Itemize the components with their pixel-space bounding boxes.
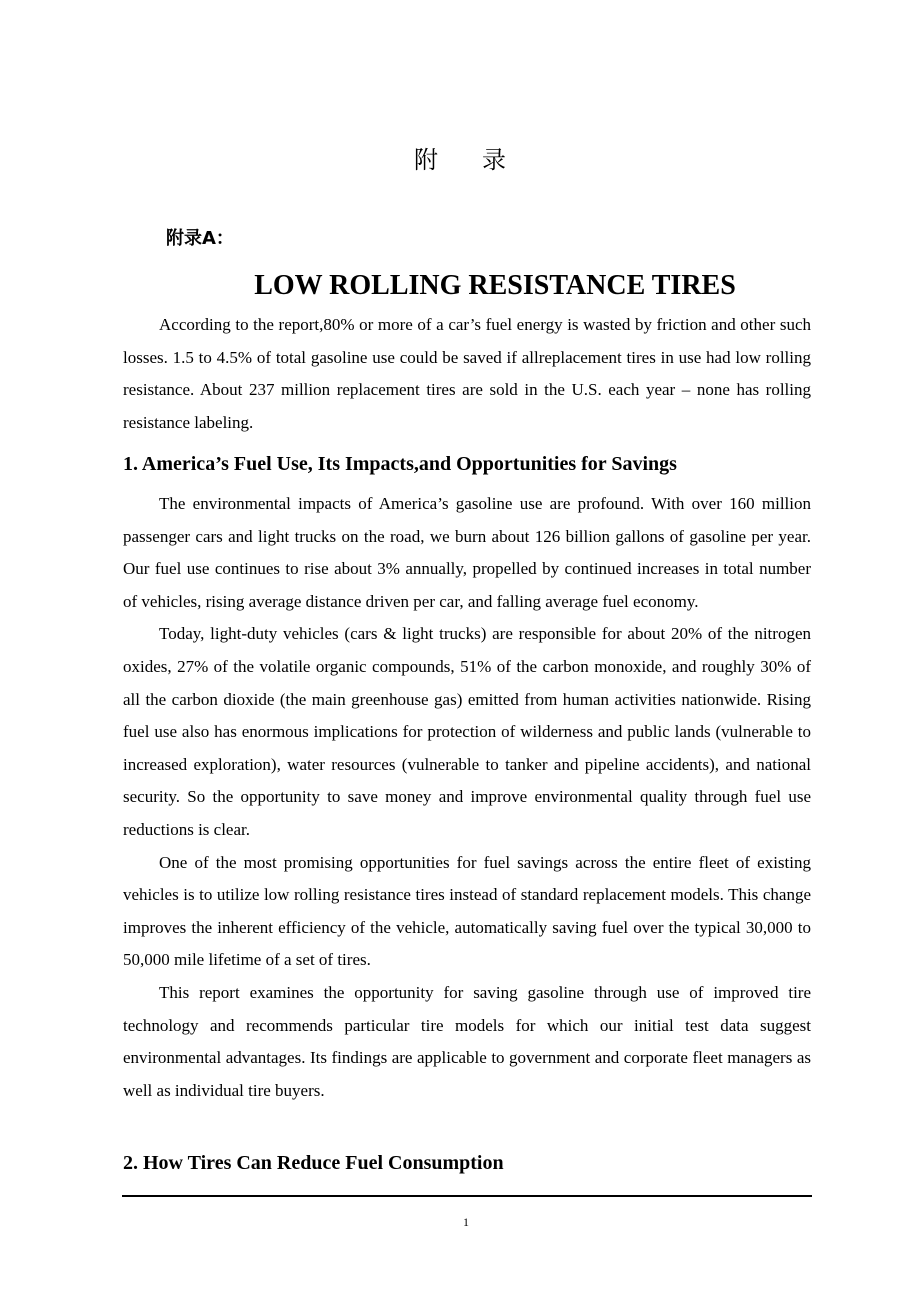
paragraph: The environmental impacts of America’s gasoline use are profound. With over 160 million passenger cars and light trucks on the road, we burn about 126 billion gallons of gasoline per year. Our fuel use continues to rise about 3% annually, propelled by continued increases in total number of vehicles, rising average distance driven per car, and falling average fuel economy. xyxy=(123,494,811,611)
section-heading: 2. How Tires Can Reduce Fuel Consumption xyxy=(123,1152,504,1174)
paragraph: This report examines the opportunity for saving gasoline through use of improved tire technology and recommends particular tire models for which our initial test data suggest environmental advantages. Its findings are applicable to government and corporate fleet managers as well as individual tire buyers. xyxy=(123,982,811,1100)
document-title: LOW ROLLING RESISTANCE TIRES xyxy=(254,270,736,301)
paragraph: One of the most promising opportunities for fuel savings across the entire fleet of existing vehicles is to utilize low rolling resistance tires instead of standard replacement models. This change improves the inherent efficiency of the vehicle, automatically saving fuel over the typical 30,000 to 50,000 mile lifetime of a set of tires. xyxy=(123,852,811,970)
section-1-body xyxy=(123,488,811,1107)
intro-text xyxy=(123,309,811,439)
page-number: 1 xyxy=(463,1215,469,1229)
paragraph: According to the report,80% or more of a car’s fuel energy is wasted by friction and other such losses. 1.5 to 4.5% of total gasoline use could be saved if allreplacement tires in use had low rolling resistance. About 237 million replacement tires are sold in the U.S. each year – none has rolling resistance labeling. xyxy=(123,315,811,432)
footer-rule xyxy=(122,1195,812,1197)
paragraph: Today, light-duty vehicles (cars & light trucks) are responsible for about 20% of the nitrogen oxides, 27% of the volatile organic compounds, 51% of the carbon monoxide, and roughly 30% of all the carbon dioxide (the main greenhouse gas) emitted from human activities nationwide. Rising fuel use also has enormous implications for protection of wilderness and public lands (vulnerable to increased exploration), water resources (vulnerable to tanker and pipeline accidents), and national security. So the opportunity to save money and improve environmental quality through fuel use reductions is clear. xyxy=(123,624,811,839)
section-heading: 1. America’s Fuel Use, Its Impacts,and Opportunities for Savings xyxy=(123,453,677,475)
appendix-heading-char: 录 xyxy=(482,146,506,174)
appendix-heading xyxy=(0,140,920,175)
appendix-label: 附录A： xyxy=(166,228,234,249)
appendix-heading-char: 附 xyxy=(414,146,438,174)
